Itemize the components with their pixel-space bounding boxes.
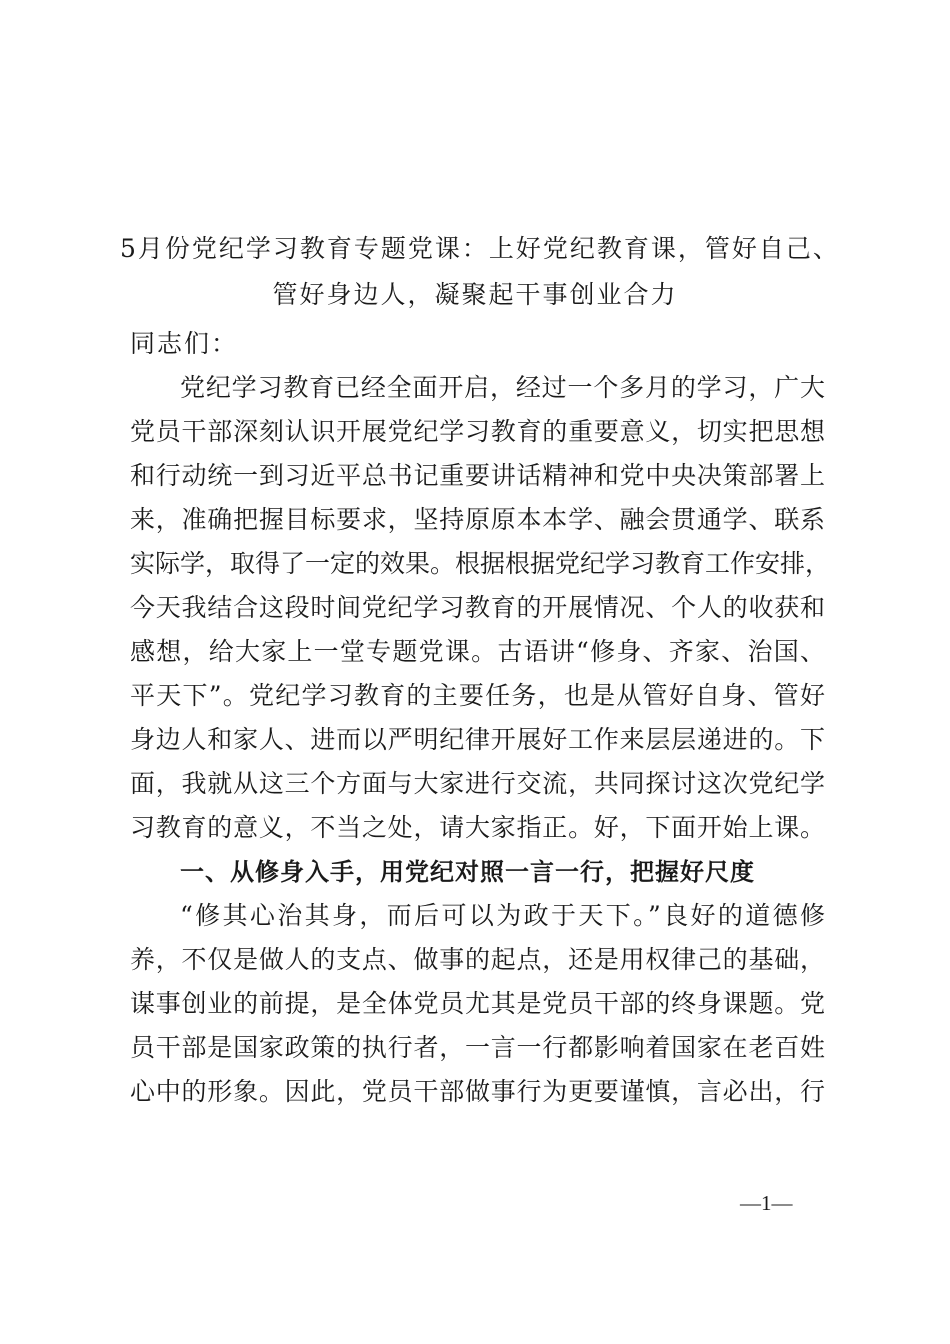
paragraph-1-line: 来，准确把握目标要求，坚持原原本本学、融会贯通学、联系 [130, 505, 825, 534]
paragraph-1-line: 平天下”。党纪学习教育的主要任务，也是从管好自身、管好 [130, 681, 825, 710]
paragraph-2-line: 养，不仅是做人的支点、做事的起点，还是用权律己的基础， [130, 945, 825, 974]
paragraph-1-line: 身边人和家人、进而以严明纪律开展好工作来层层递进的。下 [130, 725, 825, 754]
paragraph-1-line: 今天我结合这段时间党纪学习教育的开展情况、个人的收获和 [130, 593, 825, 622]
paragraph-1-line: 面，我就从这三个方面与大家进行交流，共同探讨这次党纪学 [130, 769, 825, 798]
paragraph-1-line: 实际学，取得了一定的效果。根据根据党纪学习教育工作安排， [130, 549, 831, 578]
paragraph-2-line: “修其心治其身，而后可以为政于天下。”良好的道德修 [180, 901, 825, 930]
document-title-line-2: 管好身边人，凝聚起干事创业合力 [272, 280, 678, 309]
salutation: 同志们： [130, 329, 239, 358]
paragraph-1-line: 感想，给大家上一堂专题党课。古语讲“修身、齐家、治国、 [130, 637, 825, 666]
paragraph-1-line: 党纪学习教育已经全面开启，经过一个多月的学习，广大 [180, 373, 825, 402]
document-title-line-1: 5月份党纪学习教育专题党课：上好党纪教育课，管好自己、 [120, 234, 840, 263]
paragraph-2-line: 员干部是国家政策的执行者，一言一行都影响着国家在老百姓 [130, 1033, 825, 1062]
paragraph-2-line: 心中的形象。因此，党员干部做事行为更要谨慎，言必出，行 [130, 1077, 825, 1106]
section-heading-1: 一、从修身入手，用党纪对照一言一行，把握好尺度 [180, 858, 755, 886]
paragraph-1-line: 习教育的意义，不当之处，请大家指正。好，下面开始上课。 [130, 813, 825, 842]
paragraph-1-line: 党员干部深刻认识开展党纪学习教育的重要意义，切实把思想 [130, 417, 825, 446]
paragraph-1-line: 和行动统一到习近平总书记重要讲话精神和党中央决策部署上 [130, 461, 825, 490]
paragraph-2-line: 谋事创业的前提，是全体党员尤其是党员干部的终身课题。党 [130, 989, 825, 1018]
page-number: —1— [740, 1191, 793, 1215]
